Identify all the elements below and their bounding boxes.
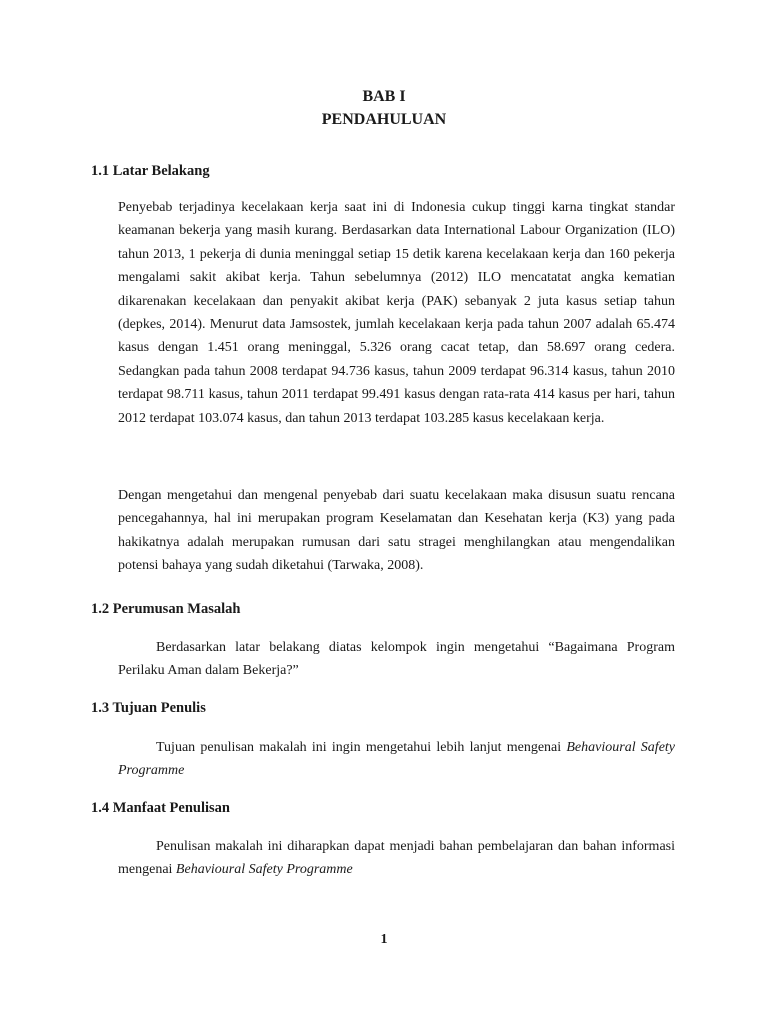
paragraph-perumusan-masalah: Berdasarkan latar belakang diatas kelompok ingin mengetahui “Bagaimana Program Perilaku Aman dalam Bekerja?” xyxy=(118,640,675,679)
page-number: 1 xyxy=(380,932,388,947)
paragraph-manfaat-penulisan-emphasis: Behavioural Safety Programme xyxy=(175,862,353,878)
paragraph-latar-belakang-2: Dengan mengetahui dan mengenal penyebab dari suatu kecelakaan maka disusun suatu rencana pencegahannya, hal ini merupakan program Keselamatan dan Kesehatan kerja (K3) yang pada hakikatnya adalah merupakan rumusan dari satu stragei menghilangkan atau mengendalikan potensi bahaya yang sudah diketahui (Tarwaka, 2008). xyxy=(118,488,675,574)
paragraph-latar-belakang-1: Penyebab terjadinya kecelakaan kerja saat ini di Indonesia cukup tinggi karna tingkat standar keamanan bekerja yang masih kurang. Berdasarkan data International Labour Organization (ILO) tahun 2013, 1 pekerja di dunia meninggal setiap 15 detik karena kecelakaan kerja dan 160 pekerja mengalami sakit akibat kerja. Tahun sebelumnya (2012) ILO mencatatat angka kematian dikarenakan kecelakaan dan penyakit akibat kerja (PAK) sebanyak 2 juta kasus setiap tahun (depkes, 2014). Menurut data Jamsostek, jumlah kecelakaan kerja pada tahun 2007 adalah 65.474 kasus dengan 1.451 orang meninggal, 5.326 orang cacat tetap, dan 58.697 orang cedera. Sedangkan pada tahun 2008 terdapat 94.736 kasus, tahun 2009 terdapat 96.314 kasus, tahun 2010 terdapat 98.711 kasus, tahun 2011 terdapat 99.491 kasus dengan rata-rata 414 kasus per hari, tahun 2012 terdapat 103.074 kasus, dan tahun 2013 terdapat 103.285 kasus kecelakaan kerja. xyxy=(118,200,675,426)
chapter-title: PENDAHULUAN xyxy=(321,111,447,128)
section-heading-tujuan-penulis: 1.3 Tujuan Penulis xyxy=(91,700,206,716)
section-heading-latar-belakang: 1.1 Latar Belakang xyxy=(91,163,210,179)
section-heading-manfaat-penulisan: 1.4 Manfaat Penulisan xyxy=(91,800,230,816)
chapter-number: BAB I xyxy=(362,88,406,105)
paragraph-tujuan-penulis xyxy=(118,736,675,783)
section-heading-perumusan-masalah: 1.2 Perumusan Masalah xyxy=(91,601,241,617)
paragraph-tujuan-penulis-text: Tujuan penulisan makalah ini ingin mengetahui lebih lanjut mengenai xyxy=(156,740,567,755)
paragraph-tujuan-penulis-emphasis: Behavioural Safety Programme xyxy=(118,740,676,779)
paragraph-manfaat-penulisan-text: Penulisan makalah ini diharapkan dapat menjadi bahan pembelajaran dan bahan informasi mengenai xyxy=(118,839,675,878)
paragraph-manfaat-penulisan xyxy=(118,835,675,882)
